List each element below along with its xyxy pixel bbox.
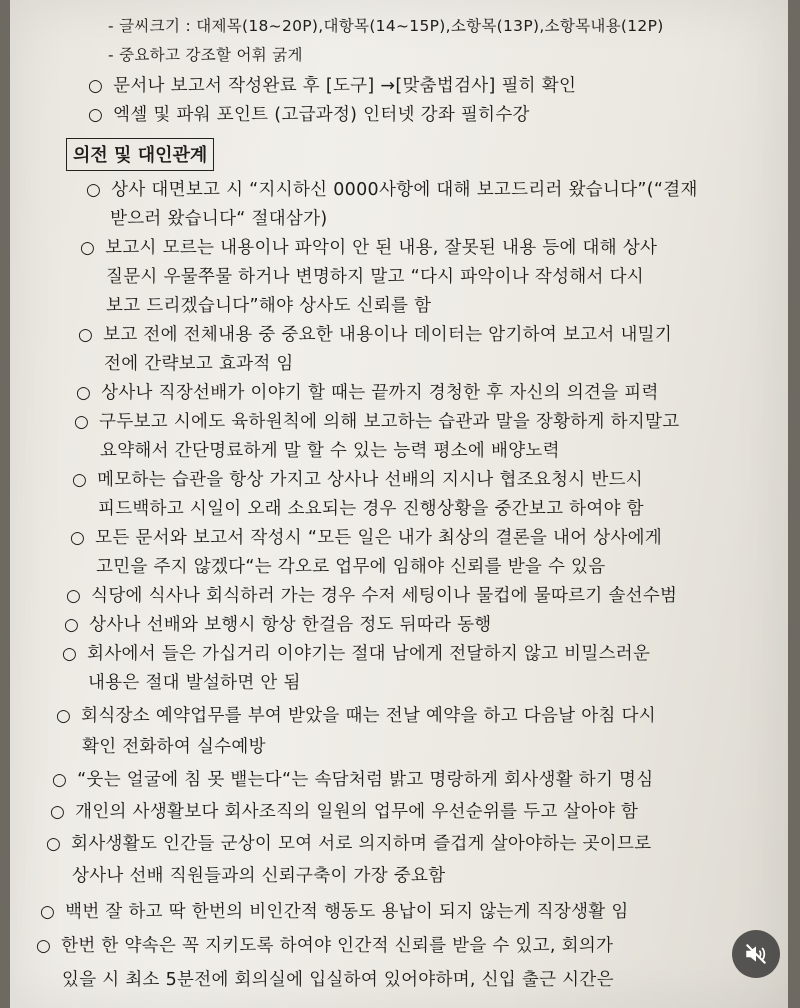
bullet-icon: ○ xyxy=(56,706,72,726)
bullet-icon: ○ xyxy=(72,470,88,490)
list-item: ○ 식당에 식사나 회식하러 가는 경우 수저 세팅이나 물컵에 물따르기 솔선수범 xyxy=(66,586,678,606)
list-item-cont: 전에 간략보고 효과적 임 xyxy=(104,354,294,374)
bullet-icon: ○ xyxy=(62,644,78,664)
bullet-icon: ○ xyxy=(64,615,80,635)
list-item-cont: 상사나 선배 직원들과의 신뢰구축이 가장 중요함 xyxy=(72,866,446,886)
list-item: ○ 개인의 사생활보다 회사조직의 일원의 업무에 우선순위를 두고 살아야 함 xyxy=(50,802,639,822)
list-item: ○ 백번 잘 하고 딱 한번의 비인간적 행동도 용납이 되지 않는게 직장생활 임 xyxy=(40,902,629,922)
bullet-icon: ○ xyxy=(66,586,82,606)
list-item: ○ 회사생활도 인간들 군상이 모여 서로 의지하며 즐겁게 살아야하는 곳이므로 xyxy=(46,834,652,854)
list-item: ○ 문서나 보고서 작성완료 후 [도구] →[맞춤법검사] 필히 확인 xyxy=(88,76,577,96)
list-item: ○ 보고시 모르는 내용이나 파악이 안 된 내용, 잘못된 내용 등에 대해 상사 xyxy=(80,238,658,258)
bullet-icon: ○ xyxy=(70,528,86,548)
mute-button[interactable] xyxy=(732,930,780,978)
font-size-note: - 글씨크기 : 대제목(18~20P),대항목(14~15P),소항목(13P),소항목내용(12P) xyxy=(108,17,664,35)
bullet-icon: ○ xyxy=(78,325,94,345)
list-item-cont: 고민을 주지 않겠다“는 각오로 업무에 임해야 신뢰를 받을 수 있음 xyxy=(96,557,606,577)
bullet-icon: ○ xyxy=(46,834,62,854)
bold-note: - 중요하고 강조할 어휘 굵게 xyxy=(108,46,303,64)
document-page xyxy=(10,0,788,1008)
bullet-icon: ○ xyxy=(40,902,56,922)
list-item: ○ 상사 대면보고 시 “지시하신 0000사항에 대해 보고드리러 왔습니다”(“결재 xyxy=(86,180,698,200)
bullet-icon: ○ xyxy=(74,412,90,432)
bullet-icon: ○ xyxy=(86,180,102,200)
list-item-cont: 보고 드리겠습니다”해야 상사도 신뢰를 함 xyxy=(106,296,432,316)
list-item-cont: 받으러 왔습니다“ 절대삼가) xyxy=(110,209,328,229)
list-item-cont: 확인 전화하여 실수예방 xyxy=(82,737,266,757)
list-item: ○ 회사에서 들은 가십거리 이야기는 절대 남에게 전달하지 않고 비밀스러운 xyxy=(62,644,651,664)
bullet-icon: ○ xyxy=(50,802,66,822)
list-item-cont: 질문시 우물쭈물 하거나 변명하지 말고 “다시 파악이나 작성해서 다시 xyxy=(106,267,645,287)
list-item: ○ 보고 전에 전체내용 중 중요한 내용이나 데이터는 암기하여 보고서 내밀기 xyxy=(78,325,673,345)
list-item: ○ “웃는 얼굴에 침 못 뱉는다“는 속담처럼 밝고 명랑하게 회사생활 하기 명심 xyxy=(52,770,654,790)
list-item-cont: 내용은 절대 발설하면 안 됨 xyxy=(88,673,301,693)
bullet-icon: ○ xyxy=(36,936,52,956)
section-title: 의전 및 대인관계 xyxy=(66,138,214,171)
list-item: ○ 메모하는 습관을 항상 가지고 상사나 선배의 지시나 협조요청시 반드시 xyxy=(72,470,643,490)
bullet-icon: ○ xyxy=(80,238,96,258)
list-item: ○ 모든 문서와 보고서 작성시 “모든 일은 내가 최상의 결론을 내어 상사에게 xyxy=(70,528,663,548)
speaker-muted-icon xyxy=(743,941,769,967)
list-item: ○ 회식장소 예약업무를 부여 받았을 때는 전날 예약을 하고 다음날 아침 다시 xyxy=(56,706,656,726)
list-item: ○ 한번 한 약속은 꼭 지키도록 하여야 인간적 신뢰를 받을 수 있고, 회의가 xyxy=(36,936,614,956)
list-item: ○ 상사나 선배와 보행시 항상 한걸음 정도 뒤따라 동행 xyxy=(64,615,492,635)
bullet-icon: ○ xyxy=(88,76,104,96)
list-item: ○ 구두보고 시에도 육하원칙에 의해 보고하는 습관과 말을 장황하게 하지말고 xyxy=(74,412,680,432)
bullet-icon: ○ xyxy=(76,383,92,403)
list-item: ○ 엑셀 및 파워 포인트 (고급과정) 인터넷 강좌 필히수강 xyxy=(88,105,530,125)
list-item-cont: 요약해서 간단명료하게 말 할 수 있는 능력 평소에 배양노력 xyxy=(100,441,560,461)
list-item-cont: 있을 시 최소 5분전에 회의실에 입실하여 있어야하며, 신입 출근 시간은 xyxy=(62,970,614,990)
bullet-icon: ○ xyxy=(88,105,104,125)
list-item-cont: 피드백하고 시일이 오래 소요되는 경우 진행상황을 중간보고 하여야 함 xyxy=(98,499,644,519)
bullet-icon: ○ xyxy=(52,770,68,790)
list-item: ○ 상사나 직장선배가 이야기 할 때는 끝까지 경청한 후 자신의 의견을 피력 xyxy=(76,383,659,403)
